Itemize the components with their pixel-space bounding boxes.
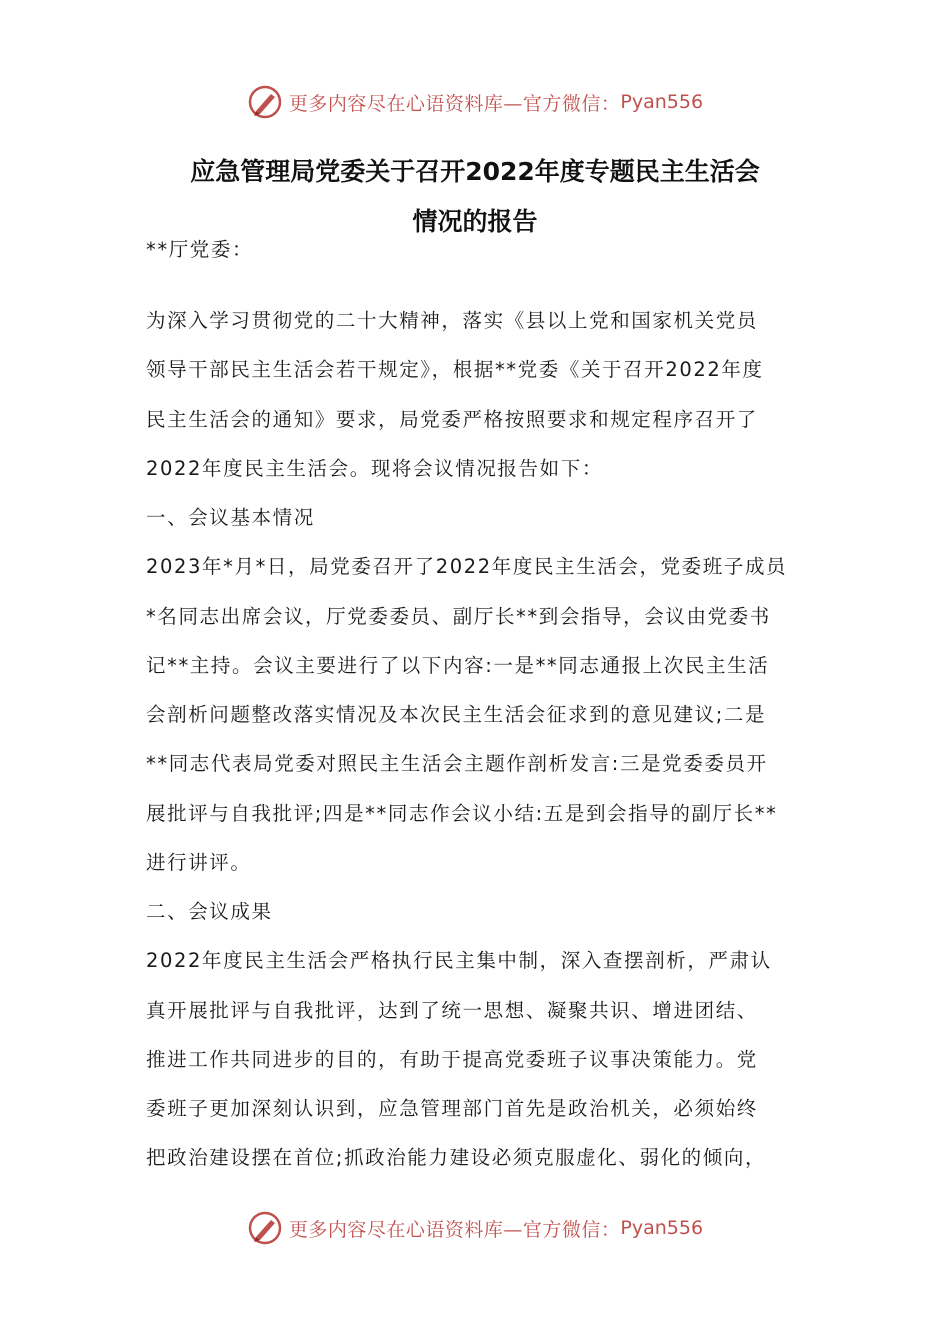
- banner-text: 更多内容尽在心语资料库—官方微信：: [288, 1218, 621, 1241]
- text-line: 2022年度民主生活会严格执行民主集中制，深入查摆剖析，严肃认: [146, 949, 772, 973]
- text-line: 会剖析问题整改落实情况及本次民主生活会征求到的意见建议;二是: [146, 703, 767, 727]
- section-heading: 二、会议成果: [146, 900, 273, 923]
- text-line: 2023年*月*日，局党委召开了2022年度民主生活会，党委班子成员: [146, 555, 788, 579]
- banner-text: 更多内容尽在心语资料库—官方微信：: [288, 92, 621, 115]
- text-line: 把政治建设摆在首位;抓政治能力建设必须克服虚化、弱化的倾向，: [146, 1146, 767, 1170]
- header-banner: [0, 82, 950, 122]
- text-line: 推进工作共同进步的目的，有助于提高党委班子议事决策能力。党: [146, 1047, 758, 1071]
- text-line: **同志代表局党委对照民主生活会主题作剖析发言:三是党委委员开: [146, 752, 768, 776]
- document-title-line2: 情况的报告: [412, 207, 538, 236]
- footer-banner: [0, 1208, 950, 1248]
- document-title-line1: 应急管理局党委关于召开2022年度专题民主生活会: [190, 157, 760, 186]
- section2: [146, 887, 808, 1183]
- salutation: [146, 225, 808, 274]
- banner-handle: Pyan556: [620, 91, 704, 113]
- pen-logo-icon: [247, 84, 283, 120]
- text-line: 领导干部民主生活会若干规定》，根据**党委《关于召开2022年度: [146, 358, 764, 382]
- intro-paragraph: [146, 296, 808, 493]
- text-line: 记**主持。会议主要进行了以下内容:一是**同志通报上次民主生活: [146, 653, 770, 677]
- pen-logo-icon: [247, 1210, 283, 1246]
- text-line: 为深入学习贯彻党的二十大精神，落实《县以上党和国家机关党员: [146, 309, 758, 332]
- text-line: 民主生活会的通知》要求，局党委严格按照要求和规定程序召开了: [146, 407, 758, 431]
- banner-handle: Pyan556: [620, 1217, 704, 1239]
- text-line: 进行讲评。: [146, 851, 252, 875]
- text-line: 2022年度民主生活会。现将会议情况报告如下：: [146, 456, 603, 480]
- text-line: 展批评与自我批评;四是**同志作会议小结:五是到会指导的副厅长**: [146, 801, 778, 825]
- section-heading: 一、会议基本情况: [146, 506, 315, 529]
- text-line: 委班子更加深刻认识到，应急管理部门首先是政治机关，必须始终: [146, 1097, 758, 1121]
- text-line: 真开展批评与自我批评，达到了统一思想、凝聚共识、增进团结、: [146, 998, 758, 1022]
- salutation-text: **厅党委：: [146, 238, 254, 261]
- text-line: *名同志出席会议，厅党委委员、副厅长**到会指导，会议由党委书: [146, 604, 771, 628]
- section1: [146, 493, 808, 887]
